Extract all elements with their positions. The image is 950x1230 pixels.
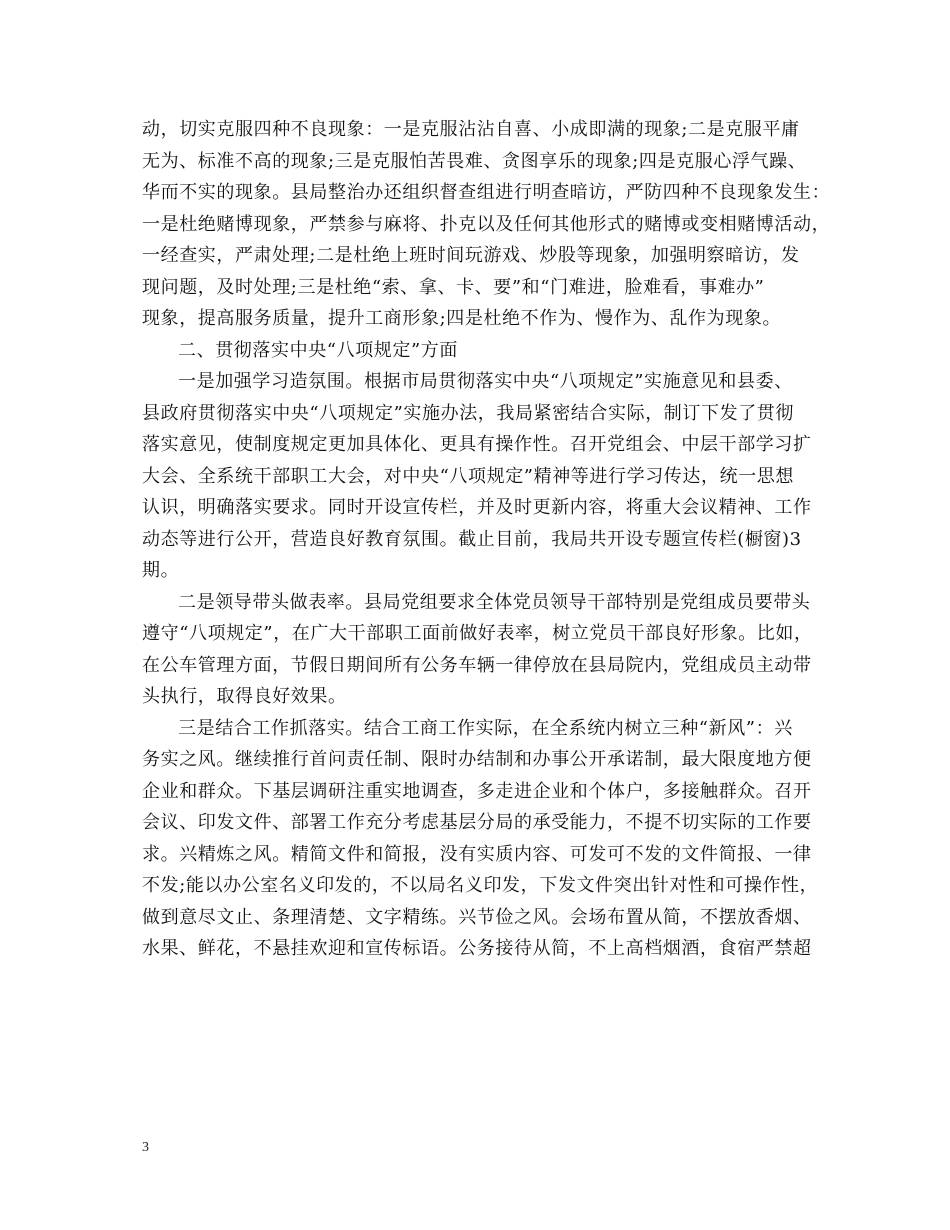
text-line: 动态等进行公开，营造良好教育氛围。截止目前，我局共开设专题宣传栏(橱窗)3: [142, 528, 802, 550]
text-line: 一经查实，严肃处理;二是杜绝上班时间玩游戏、炒股等现象，加强明察暗访，发: [142, 245, 800, 266]
text-line: 头执行，取得良好效果。: [142, 686, 347, 707]
page-number: 3: [142, 1140, 149, 1155]
paragraph-first-line: 三是结合工作抓落实。结合工商工作实际，在全系统内树立三种“新风”：兴: [178, 717, 793, 739]
section-heading: 二、贯彻落实中央“八项规定”方面: [178, 339, 459, 361]
text-line: 企业和群众。下基层调研注重实地调查，多走进企业和个体户，多接触群众。召开: [142, 780, 812, 802]
text-line: 期。: [142, 560, 180, 581]
text-line: 会议、印发文件、部署工作充分考虑基层分局的承受能力，不提不切实际的工作要: [142, 812, 812, 833]
text-line: 现问题，及时处理;三是杜绝“索、拿、卡、要”和“门难进，脸难看，事难办”: [142, 276, 765, 298]
text-line: 落实意见，使制度规定更加具体化、更具有操作性。召开党组会、中层干部学习扩: [142, 434, 812, 455]
text-line: 一是杜绝赌博现象，严禁参与麻将、扑克以及任何其他形式的赌博或变相赌博活动，: [142, 213, 831, 235]
text-line: 不发;能以办公室名义印发的，不以局名义印发，下发文件突出针对性和可操作性，: [142, 875, 819, 896]
text-line: 遵守“八项规定”，在广大干部职工面前做好表率，树立党员干部良好形象。比如，: [142, 623, 813, 644]
text-line: 务实之风。继续推行首问责任制、限时办结制和办事公开承诺制，最大限度地方便: [142, 749, 812, 770]
text-line: 动，切实克服四种不良现象：一是克服沾沾自喜、小成即满的现象;二是克服平庸: [142, 119, 800, 140]
text-line: 华而不实的现象。县局整治办还组织督查组进行明查暗访，严防四种不良现象发生：: [142, 182, 831, 203]
paragraph-first-line: 一是加强学习造氛围。根据市局贯彻落实中央“八项规定”实施意见和县委、: [178, 371, 793, 392]
body-text: [142, 114, 831, 965]
text-line: 做到意尽文止、条理清楚、文字精练。兴节俭之风。会场布置从简，不摆放香烟、: [142, 906, 812, 928]
text-line: 在公车管理方面，节假日期间所有公务车辆一律停放在县局院内，党组成员主动带: [142, 654, 812, 676]
paragraph-first-line: 二是领导带头做表率。县局党组要求全体党员领导干部特别是党组成员要带头: [178, 591, 811, 613]
text-line: 现象，提高服务质量，提升工商形象;四是杜绝不作为、慢作为、乱作为现象。: [142, 308, 782, 329]
text-line: 认识，明确落实要求。同时开设宣传栏，并及时更新内容，将重大会议精神、工作: [142, 497, 812, 518]
text-line: 大会、全系统干部职工大会，对中央“八项规定”精神等进行学习传达，统一思想: [142, 465, 795, 487]
text-line: 县政府贯彻落实中央“八项规定”实施办法，我局紧密结合实际，制订下发了贯彻: [142, 402, 795, 424]
text-line: 水果、鲜花，不悬挂欢迎和宣传标语。公务接待从简，不上高档烟酒，食宿严禁超: [142, 938, 812, 959]
text-line: 求。兴精炼之风。精简文件和简报，没有实质内容、可发可不发的文件简报、一律: [142, 843, 812, 865]
text-line: 无为、标准不高的现象;三是克服怕苦畏难、贪图享乐的现象;四是克服心浮气躁、: [142, 150, 807, 172]
